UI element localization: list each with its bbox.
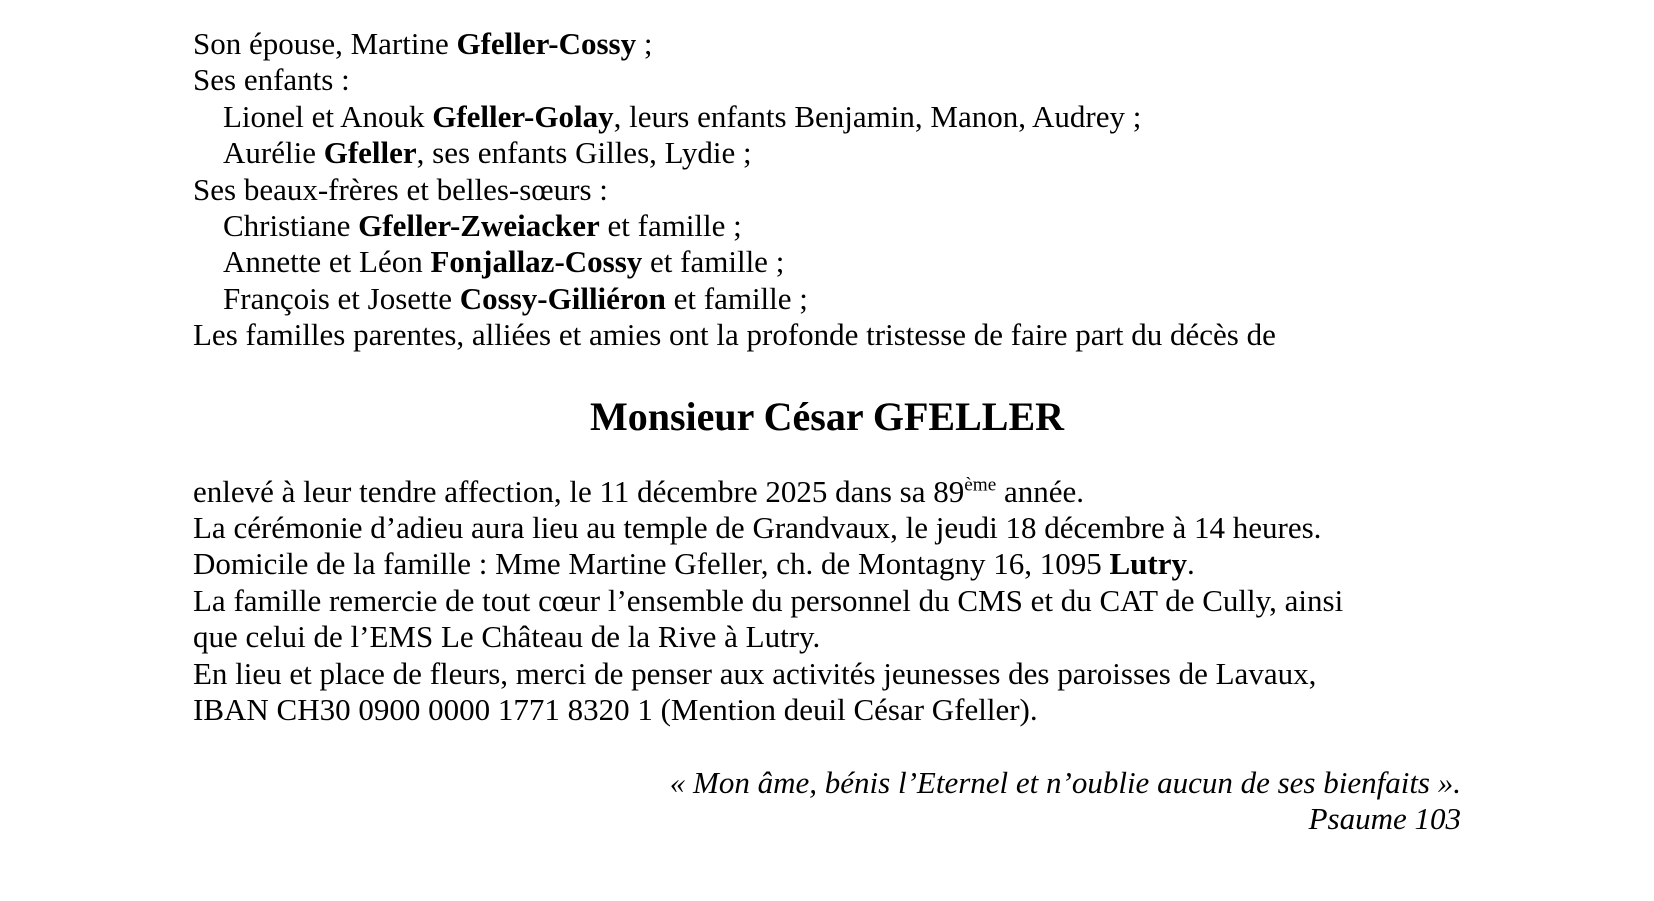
text-segment: , ses enfants Gilles, Lydie ; [416,135,752,171]
emphasized-name: Gfeller [323,135,417,171]
text-segment: Lionel et Anouk [223,98,433,134]
emphasized-name: Lutry [1109,546,1187,582]
text-line [193,656,1461,692]
text-segment: Les familles parentes, alliées et amies ont la profonde tristesse de faire part du décès de [193,317,1276,353]
text-segment: ; [636,26,653,61]
text-segment: Son épouse, Martine [193,26,457,61]
text-line [193,135,1461,171]
text-segment: La cérémonie d’adieu aura lieu au temple de Grandvaux, le jeudi 18 décembre à 14 heures. [193,510,1322,546]
text-line [193,546,1461,582]
text-line [193,208,1461,244]
family-list [193,26,1461,354]
text-segment: Aurélie [223,135,324,171]
text-segment: Ses beaux-frères et belles-sœurs : [193,171,608,207]
emphasized-name: Cossy-Gilliéron [459,280,666,316]
text-line [193,244,1461,280]
text-line [193,281,1461,317]
emphasized-name: Gfeller-Zweiacker [358,208,600,244]
text-line [193,317,1461,353]
text-segment: Annette et Léon [223,244,431,280]
emphasized-name: Gfeller-Cossy [456,26,637,61]
ordinal-superscript: ème [964,474,997,496]
text-segment: année. [996,473,1084,509]
text-segment: , leurs enfants Benjamin, Manon, Audrey ; [613,98,1142,134]
emphasized-name: Gfeller-Golay [432,98,614,134]
text-line [193,619,1461,655]
text-segment: Christiane [223,208,359,244]
text-line [193,692,1461,728]
quote-source: Psaume 103 [1308,800,1461,836]
text-line [193,510,1461,546]
emphasized-name: Fonjallaz-Cossy [430,244,643,280]
text-segment: et famille ; [642,244,785,280]
announcement-body [193,474,1461,729]
text-line [193,99,1461,135]
text-line [193,474,1461,510]
text-segment: En lieu et place de fleurs, merci de penser aux activités jeunesses des paroisses de Lavaux, [193,655,1317,691]
text-segment: François et Josette [223,280,460,316]
text-segment: et famille ; [599,208,742,244]
text-line [193,62,1461,98]
text-segment: IBAN CH30 0900 0000 1771 8320 1 (Mention deuil César Gfeller). [193,692,1038,728]
text-line [193,172,1461,208]
quote-text: « Mon âme, bénis l’Eternel et n’oublie aucun de ses bienfaits ». [669,764,1461,800]
scripture-quote [193,765,1461,838]
text-segment: enlevé à leur tendre affection, le 11 décembre 2025 dans sa 89 [193,473,965,509]
text-line [193,26,1461,62]
text-segment: Domicile de la famille : Mme Martine Gfeller, ch. de Montagny 16, 1095 [193,546,1110,582]
text-segment: . [1186,546,1195,582]
deceased-name-title: Monsieur César GFELLER [589,393,1065,439]
text-segment: que celui de l’EMS Le Château de la Rive à Lutry. [193,619,821,655]
text-segment: La famille remercie de tout cœur l’ensemble du personnel du CMS et du CAT de Cully, ainsi [193,582,1344,618]
document-content [193,26,1461,837]
text-segment: Ses enfants : [193,62,350,98]
text-segment: et famille ; [665,280,808,316]
text-line [193,583,1461,619]
